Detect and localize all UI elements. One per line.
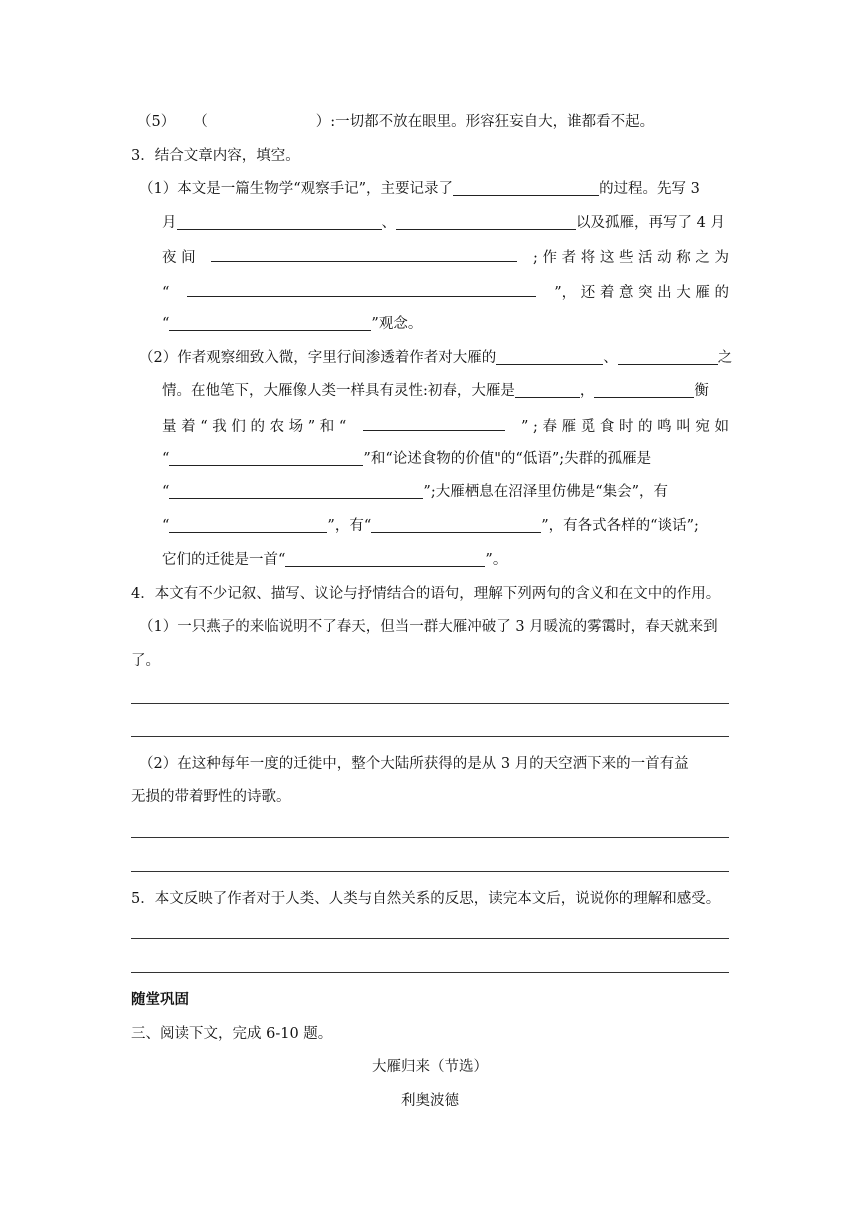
q3-p2-line7: 它们的迁徙是一首“ ”。 (162, 552, 508, 568)
q3-p2-line4: “ ”和“论述食物的价值"的“低语”;失群的孤雁是 (162, 451, 652, 467)
q3-p2-line1: （2）作者观察细致入微，字里行间渗透着作者对大雁的 、 之 (139, 350, 733, 366)
q4-title: 4．本文有不少记叙、描写、议论与抒情结合的语句，理解下列两句的含义和在文中的作用。 (131, 586, 721, 602)
answer-line[interactable] (131, 837, 729, 838)
answer-blank[interactable] (496, 349, 603, 365)
q4-sentence2-line2: 无损的带着野性的诗歌。 (131, 789, 291, 805)
q2-item-5: （5） （ ）:一切都不放在眼里。形容狂妄自大，谁都看不起。 (137, 114, 655, 130)
answer-blank[interactable] (371, 517, 541, 533)
q3-p1-line2: 月 、 以及孤雁，再写了 4 月 (162, 215, 725, 231)
q4-sentence1-line1: （1）一只燕子的来临说明不了春天，但当一群大雁冲破了 3 月暖流的雾霭时，春天就来到 (139, 619, 718, 635)
section-heading: 随堂巩固 (131, 991, 189, 1008)
q3-p2-line2: 情。在他笔下，大雁像人类一样具有灵性:初春，大雁是 ， 衡 (162, 383, 709, 399)
answer-blank[interactable] (285, 551, 485, 567)
q4-sentence1-line2: 了。 (131, 653, 160, 669)
q5-title: 5．本文反映了作者对于人类、人类与自然关系的反思，读完本文后，说说你的理解和感受。 (131, 891, 721, 907)
answer-blank[interactable] (396, 214, 576, 230)
q3-p1-line4: “ ”， 还 着 意 突 出 大 雁 的 (162, 281, 729, 301)
q4-sentence2-line1: （2）在这种每年一度的迁徙中，整个大陆所获得的是从 3 月的天空洒下来的一首有益 (139, 756, 689, 772)
q3-title: 3．结合文章内容，填空。 (131, 148, 300, 164)
q3-p1-line3: 夜 间 ; 作 者 将 这 些 活 动 称 之 为 (162, 246, 729, 266)
answer-blank[interactable] (618, 349, 718, 365)
answer-line[interactable] (131, 703, 729, 704)
q3-p2-line6: “ ”，有“ ”，有各式各样的“谈话”; (162, 518, 699, 534)
answer-line[interactable] (131, 972, 729, 973)
answer-blank[interactable] (453, 180, 599, 196)
answer-blank[interactable] (169, 315, 371, 331)
answer-blank[interactable] (169, 450, 363, 466)
article-title: 大雁归来（节选） (372, 1059, 488, 1075)
article-author: 利奥波德 (401, 1093, 459, 1109)
answer-blank[interactable] (187, 281, 536, 297)
answer-blank[interactable] (515, 382, 580, 398)
q3-p2-line3: 量 着 “ 我 们 的 农 场 ” 和 “ ” ; 春 雁 觅 食 时 的 鸣 叫 宛 如 (162, 415, 729, 435)
q3-p1-line1: （1）本文是一篇生物学“观察手记”，主要记录了 的过程。先写 3 (139, 181, 700, 197)
answer-line[interactable] (131, 938, 729, 939)
answer-line[interactable] (131, 736, 729, 737)
section-instruction: 三、阅读下文，完成 6-10 题。 (131, 1026, 333, 1042)
q3-p2-line5: “ ”;大雁栖息在沼泽里仿佛是“集会”，有 (162, 484, 669, 500)
answer-blank[interactable] (363, 415, 505, 431)
answer-blank[interactable] (177, 214, 382, 230)
answer-line[interactable] (131, 871, 729, 872)
answer-blank[interactable] (169, 517, 327, 533)
answer-blank[interactable] (211, 246, 517, 262)
answer-blank[interactable] (169, 483, 423, 499)
q3-p1-line5: “ ”观念。 (162, 316, 423, 332)
answer-blank[interactable] (594, 382, 694, 398)
